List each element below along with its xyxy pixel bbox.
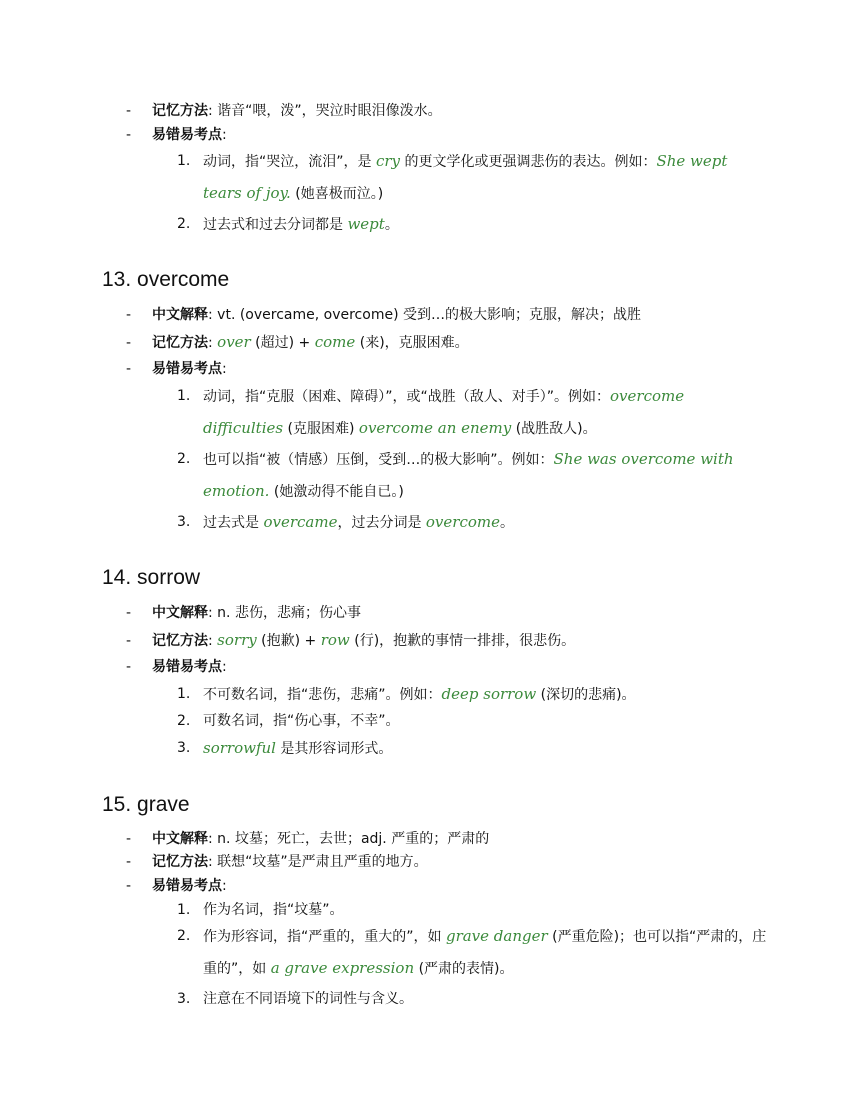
exam-label: 易错易考点 <box>152 127 222 143</box>
memory-label: 记忆方法 <box>152 335 208 351</box>
example-word: overcome <box>425 513 500 531</box>
bullet-dash: - <box>126 307 132 323</box>
item-text: (战胜敌人)。 <box>511 421 597 437</box>
label-colon: : <box>208 335 218 351</box>
example-word: sorrowful <box>203 739 276 757</box>
item-text: ，过去分词是 <box>337 515 426 531</box>
memory-text: : 联想“坟墓”是严肃且严重的地方。 <box>208 854 428 870</box>
bullet-dash: - <box>126 831 132 847</box>
item-text: 的更文学化或更强调悲伤的表达。例如： <box>400 154 657 170</box>
word-heading: 15. grave <box>102 793 190 816</box>
word-heading: 13. overcome <box>102 268 230 291</box>
memory-text: (抱歉) + <box>256 633 321 649</box>
item-number: 1. <box>177 153 191 169</box>
label-colon: : <box>222 659 227 675</box>
meaning-label: 中文解释 <box>152 605 208 621</box>
list-item <box>177 507 767 539</box>
bullet-dash: - <box>126 335 132 351</box>
example-phrase: grave danger <box>445 927 548 945</box>
item-text: (她激动得不能自已。) <box>269 484 404 500</box>
item-text: 可数名词，指“伤心事，不幸”。 <box>203 713 400 729</box>
label-colon: : <box>222 878 227 894</box>
item-text: 。 <box>500 515 514 531</box>
item-text: 过去式和过去分词都是 <box>203 217 348 233</box>
bullet-dash: - <box>126 878 132 894</box>
item-number: 2. <box>177 216 191 232</box>
exam-points-row <box>126 125 227 145</box>
item-text: 。 <box>384 217 399 233</box>
memory-label: 记忆方法 <box>152 854 208 870</box>
item-text: 作为形容词，指“严重的，重大的”，如 <box>203 929 446 945</box>
item-number: 2. <box>177 451 191 467</box>
example-phrase: overcome difficulties <box>203 387 685 437</box>
item-text: 动词，指“克服（困难、障碍）”，或“战胜（敌人、对手）”。例如： <box>203 389 611 405</box>
exam-label: 易错易考点 <box>152 659 222 675</box>
example-phrase: deep sorrow <box>441 685 537 703</box>
item-text: 也可以指“被（情感）压倒，受到…的极大影响”。例如： <box>203 452 554 468</box>
list-item <box>177 921 767 985</box>
word-part: come <box>314 333 356 351</box>
memory-label: 记忆方法 <box>152 633 208 649</box>
item-number: 1. <box>177 902 191 918</box>
item-number: 3. <box>177 514 191 530</box>
meaning-row <box>126 603 361 623</box>
item-number: 3. <box>177 991 191 1007</box>
example-phrase: a grave expression <box>270 959 415 977</box>
item-number: 2. <box>177 928 191 944</box>
memory-label: 记忆方法 <box>152 103 208 119</box>
item-text: (严肃的表情)。 <box>414 961 514 977</box>
meaning-label: 中文解释 <box>152 307 208 323</box>
list-item <box>177 444 767 508</box>
bullet-dash: - <box>126 103 132 119</box>
example-sentence: She wept tears of joy. <box>203 152 728 202</box>
item-text: 不可数名词，指“悲伤，悲痛”。例如： <box>203 687 442 703</box>
memory-text: : 谐音“喂，泼”，哭泣时眼泪像泼水。 <box>208 103 442 119</box>
item-text: (严重危险)；也可以指“严肃的，庄重的”，如 <box>203 929 767 977</box>
bullet-dash: - <box>126 633 132 649</box>
example-word: wept <box>347 215 385 233</box>
exam-points-row <box>126 359 227 379</box>
meaning-label: 中文解释 <box>152 831 208 847</box>
exam-points-row <box>126 876 227 896</box>
item-text: 是其形容词形式。 <box>275 741 393 757</box>
meaning-row <box>126 305 641 325</box>
example-sentence: She was overcome with emotion. <box>203 450 734 500</box>
example-word: cry <box>375 152 401 170</box>
list-item <box>177 209 767 241</box>
memory-text: (行)，抱歉的事情一排排，很悲伤。 <box>349 633 576 649</box>
memory-method-row <box>126 101 442 121</box>
word-part: row <box>320 631 350 649</box>
meaning-text: : n. 坟墓；死亡，去世；adj. 严重的；严肃的 <box>208 831 490 847</box>
label-colon: : <box>222 361 227 377</box>
list-item <box>177 381 767 445</box>
example-phrase: overcome an enemy <box>358 419 512 437</box>
list-item <box>177 146 767 210</box>
word-heading: 14. sorrow <box>102 566 201 589</box>
memory-text: (来)，克服困难。 <box>355 335 469 351</box>
label-colon: : <box>208 633 218 649</box>
meaning-text: : n. 悲伤，悲痛；伤心事 <box>208 605 361 621</box>
list-item <box>177 984 767 1015</box>
bullet-dash: - <box>126 659 132 675</box>
item-text: 过去式是 <box>203 515 264 531</box>
item-number: 3. <box>177 740 191 756</box>
bullet-dash: - <box>126 127 132 143</box>
meaning-row <box>126 829 489 849</box>
label-colon: : <box>222 127 227 143</box>
item-number: 1. <box>177 388 191 404</box>
meaning-text: : vt. (overcame, overcome) 受到…的极大影响；克服，解决；战胜 <box>208 307 641 323</box>
item-text: (克服困难) <box>283 421 359 437</box>
bullet-dash: - <box>126 361 132 377</box>
memory-text: (超过) + <box>250 335 315 351</box>
bullet-dash: - <box>126 605 132 621</box>
item-text: (她喜极而泣。) <box>290 186 384 202</box>
exam-label: 易错易考点 <box>152 878 222 894</box>
word-part: over <box>217 333 251 351</box>
item-text: 注意在不同语境下的词性与含义。 <box>203 991 413 1007</box>
list-item <box>177 733 767 765</box>
bullet-dash: - <box>126 854 132 870</box>
item-text: 动词，指“哭泣，流泪”，是 <box>203 154 376 170</box>
exam-label: 易错易考点 <box>152 361 222 377</box>
item-number: 1. <box>177 686 191 702</box>
memory-method-row <box>126 852 428 872</box>
memory-method-row <box>126 630 575 651</box>
item-number: 2. <box>177 713 191 729</box>
exam-points-row <box>126 657 227 677</box>
word-part: sorry <box>217 631 257 649</box>
memory-method-row <box>126 332 469 353</box>
item-text: (深切的悲痛)。 <box>536 687 636 703</box>
item-text: 作为名词，指“坟墓”。 <box>203 902 344 918</box>
example-word: overcame <box>263 513 338 531</box>
